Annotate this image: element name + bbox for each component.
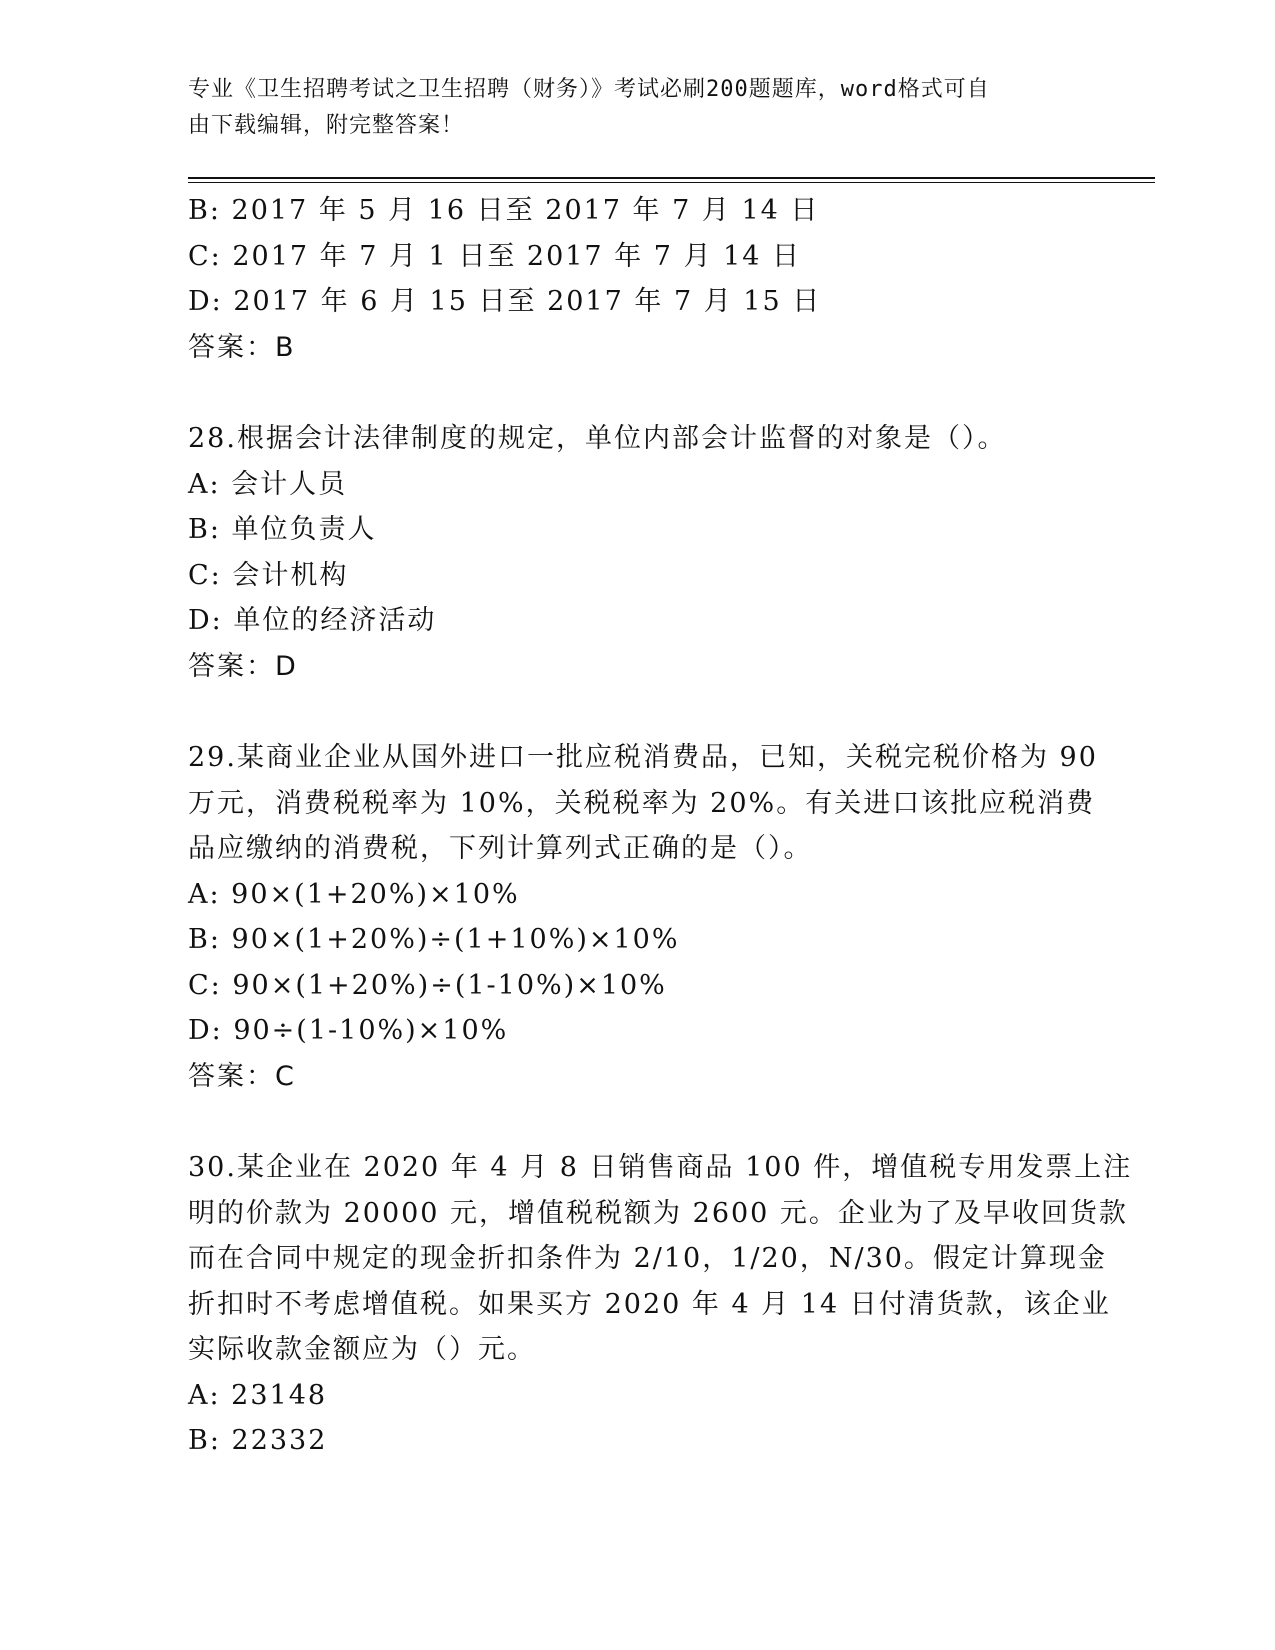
q27-option-d: D: 2017 年 6 月 15 日至 2017 年 7 月 15 日 — [188, 286, 822, 317]
spacer — [188, 1099, 1088, 1145]
q28-answer: 答案：D — [188, 650, 298, 682]
q29-stem-line-3: 品应缴纳的消费税，下列计算列式正确的是（）。 — [188, 833, 813, 864]
q30-option-b: B: 22332 — [188, 1425, 328, 1456]
q28-option-a: A: 会计人员 — [188, 468, 348, 500]
q28-option-d: D: 单位的经济活动 — [188, 605, 437, 636]
q30-stem-line-1: 30.某企业在 2020 年 4 月 8 日销售商品 100 件，增值税专用发票上注 — [188, 1152, 1133, 1183]
q30-option-a: A: 23148 — [188, 1379, 328, 1411]
q29-option-a: A: 90×(1+20%)×10% — [188, 878, 520, 910]
q30-stem-line-4: 折扣时不考虑增值税。如果买方 2020 年 4 月 14 日付清货款，该企业 — [188, 1288, 1111, 1320]
q29-option-d: D: 90÷(1-10%)×10% — [188, 1015, 509, 1046]
question-28 — [188, 416, 1088, 689]
q28-option-c: C: 会计机构 — [188, 559, 349, 591]
header-title-line-2: 由下载编辑，附完整答案！ — [188, 113, 465, 138]
q29-stem-line-2: 万元，消费税税率为 10%，关税税率为 20%。有关进口该批应税消费 — [188, 787, 1096, 819]
q28-stem: 28.根据会计法律制度的规定，单位内部会计监督的对象是（）。 — [188, 423, 1007, 454]
q27-answer: 答案：B — [188, 331, 296, 363]
question-content — [188, 188, 1133, 1464]
question-27-tail — [188, 188, 1088, 370]
question-29 — [188, 735, 1098, 1099]
q30-stem-line-5: 实际收款金额应为（）元。 — [188, 1334, 536, 1365]
header-title-line-1: 专业《卫生招聘考试之卫生招聘（财务）》考试必刷200题题库，word格式可自 — [188, 77, 990, 102]
header-divider-thick — [188, 177, 1155, 179]
question-30 — [188, 1145, 1133, 1464]
page-header — [188, 72, 1068, 144]
q27-option-c: C: 2017 年 7 月 1 日至 2017 年 7 月 14 日 — [188, 240, 802, 272]
q28-option-b: B: 单位负责人 — [188, 514, 377, 545]
q29-option-b: B: 90×(1+20%)÷(1+10%)×10% — [188, 924, 680, 955]
header-divider-thin — [188, 182, 1155, 183]
spacer — [188, 689, 1088, 735]
q27-option-b: B: 2017 年 5 月 16 日至 2017 年 7 月 14 日 — [188, 195, 820, 226]
q30-stem-line-2: 明的价款为 20000 元，增值税税额为 2600 元。企业为了及早收回货款 — [188, 1197, 1128, 1229]
q29-stem-line-1: 29.某商业企业从国外进口一批应税消费品，已知，关税完税价格为 90 — [188, 742, 1098, 773]
spacer — [188, 370, 1088, 416]
q29-option-c: C: 90×(1+20%)÷(1-10%)×10% — [188, 969, 667, 1001]
q29-answer: 答案：C — [188, 1060, 296, 1092]
q30-stem-line-3: 而在合同中规定的现金折扣条件为 2/10，1/20，N/30。假定计算现金 — [188, 1243, 1107, 1274]
